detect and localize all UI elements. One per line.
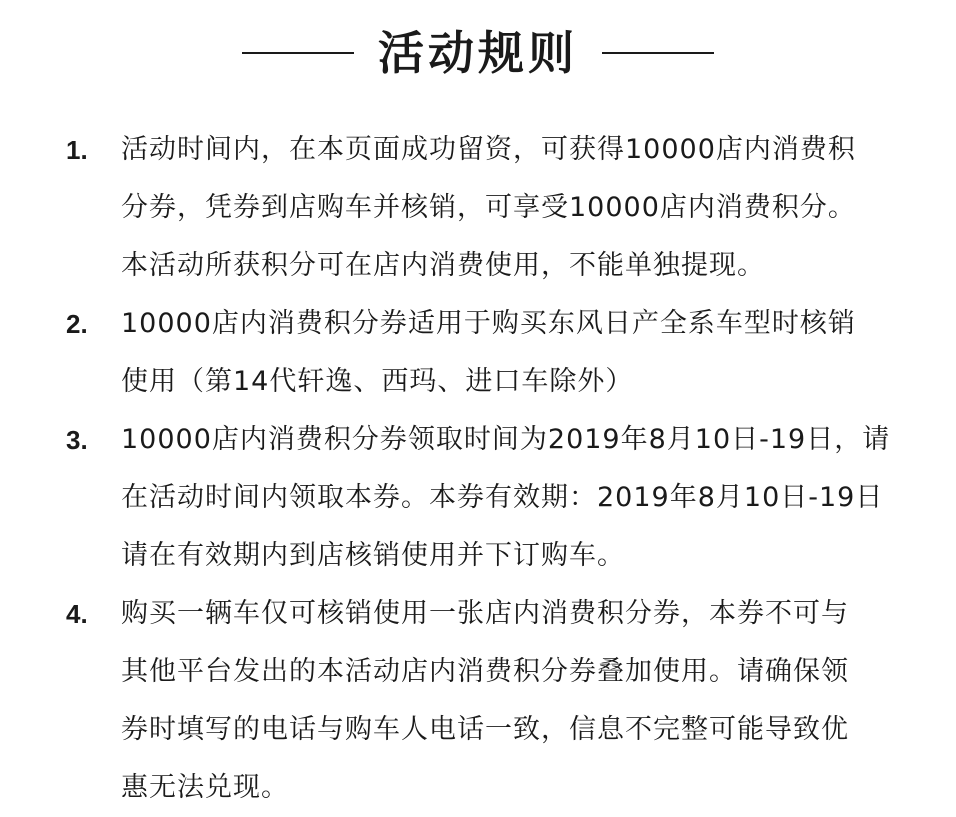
rule-line: 其他平台发出的本活动店内消费积分券叠加使用。请确保领 [121,656,849,687]
rule-number: 1. [66,135,88,165]
rule-line: 使用（第14代轩逸、西玛、进口车除外） [121,366,634,397]
rules-list [66,121,926,817]
rule-line: 请在有效期内到店核销使用并下订购车。 [121,540,625,571]
rule-item-3 [66,411,926,585]
rule-text [121,295,926,411]
page-title: 活动规则 [378,26,578,80]
rule-line: 购买一辆车仅可核销使用一张店内消费积分券，本券不可与 [121,598,849,629]
rule-number: 2. [66,309,88,339]
rule-line: 券时填写的电话与购车人电话一致，信息不完整可能导致优 [121,714,849,745]
rule-line: 惠无法兑现。 [121,772,289,803]
rule-number: 4. [66,599,88,629]
rule-text [121,585,926,817]
title-right-divider [602,52,714,54]
rule-item-1 [66,121,926,295]
rule-line: 10000店内消费积分券适用于购买东风日产全系车型时核销 [121,308,856,339]
rule-line: 本活动所获积分可在店内消费使用，不能单独提现。 [121,250,765,281]
rule-line: 分券，凭券到店购车并核销，可享受10000店内消费积分。 [121,192,856,223]
rule-item-4 [66,585,926,817]
rule-line: 10000店内消费积分券领取时间为2019年8月10日-19日，请 [121,424,891,455]
rule-line: 活动时间内，在本页面成功留资，可获得10000店内消费积 [121,134,856,165]
rule-item-2 [66,295,926,411]
rule-text [121,121,926,295]
rule-line: 在活动时间内领取本券。本券有效期：2019年8月10日-19日 [121,482,884,513]
rule-text [121,411,926,585]
rule-number: 3. [66,425,88,455]
title-left-divider [242,52,354,54]
page-header [0,18,956,88]
